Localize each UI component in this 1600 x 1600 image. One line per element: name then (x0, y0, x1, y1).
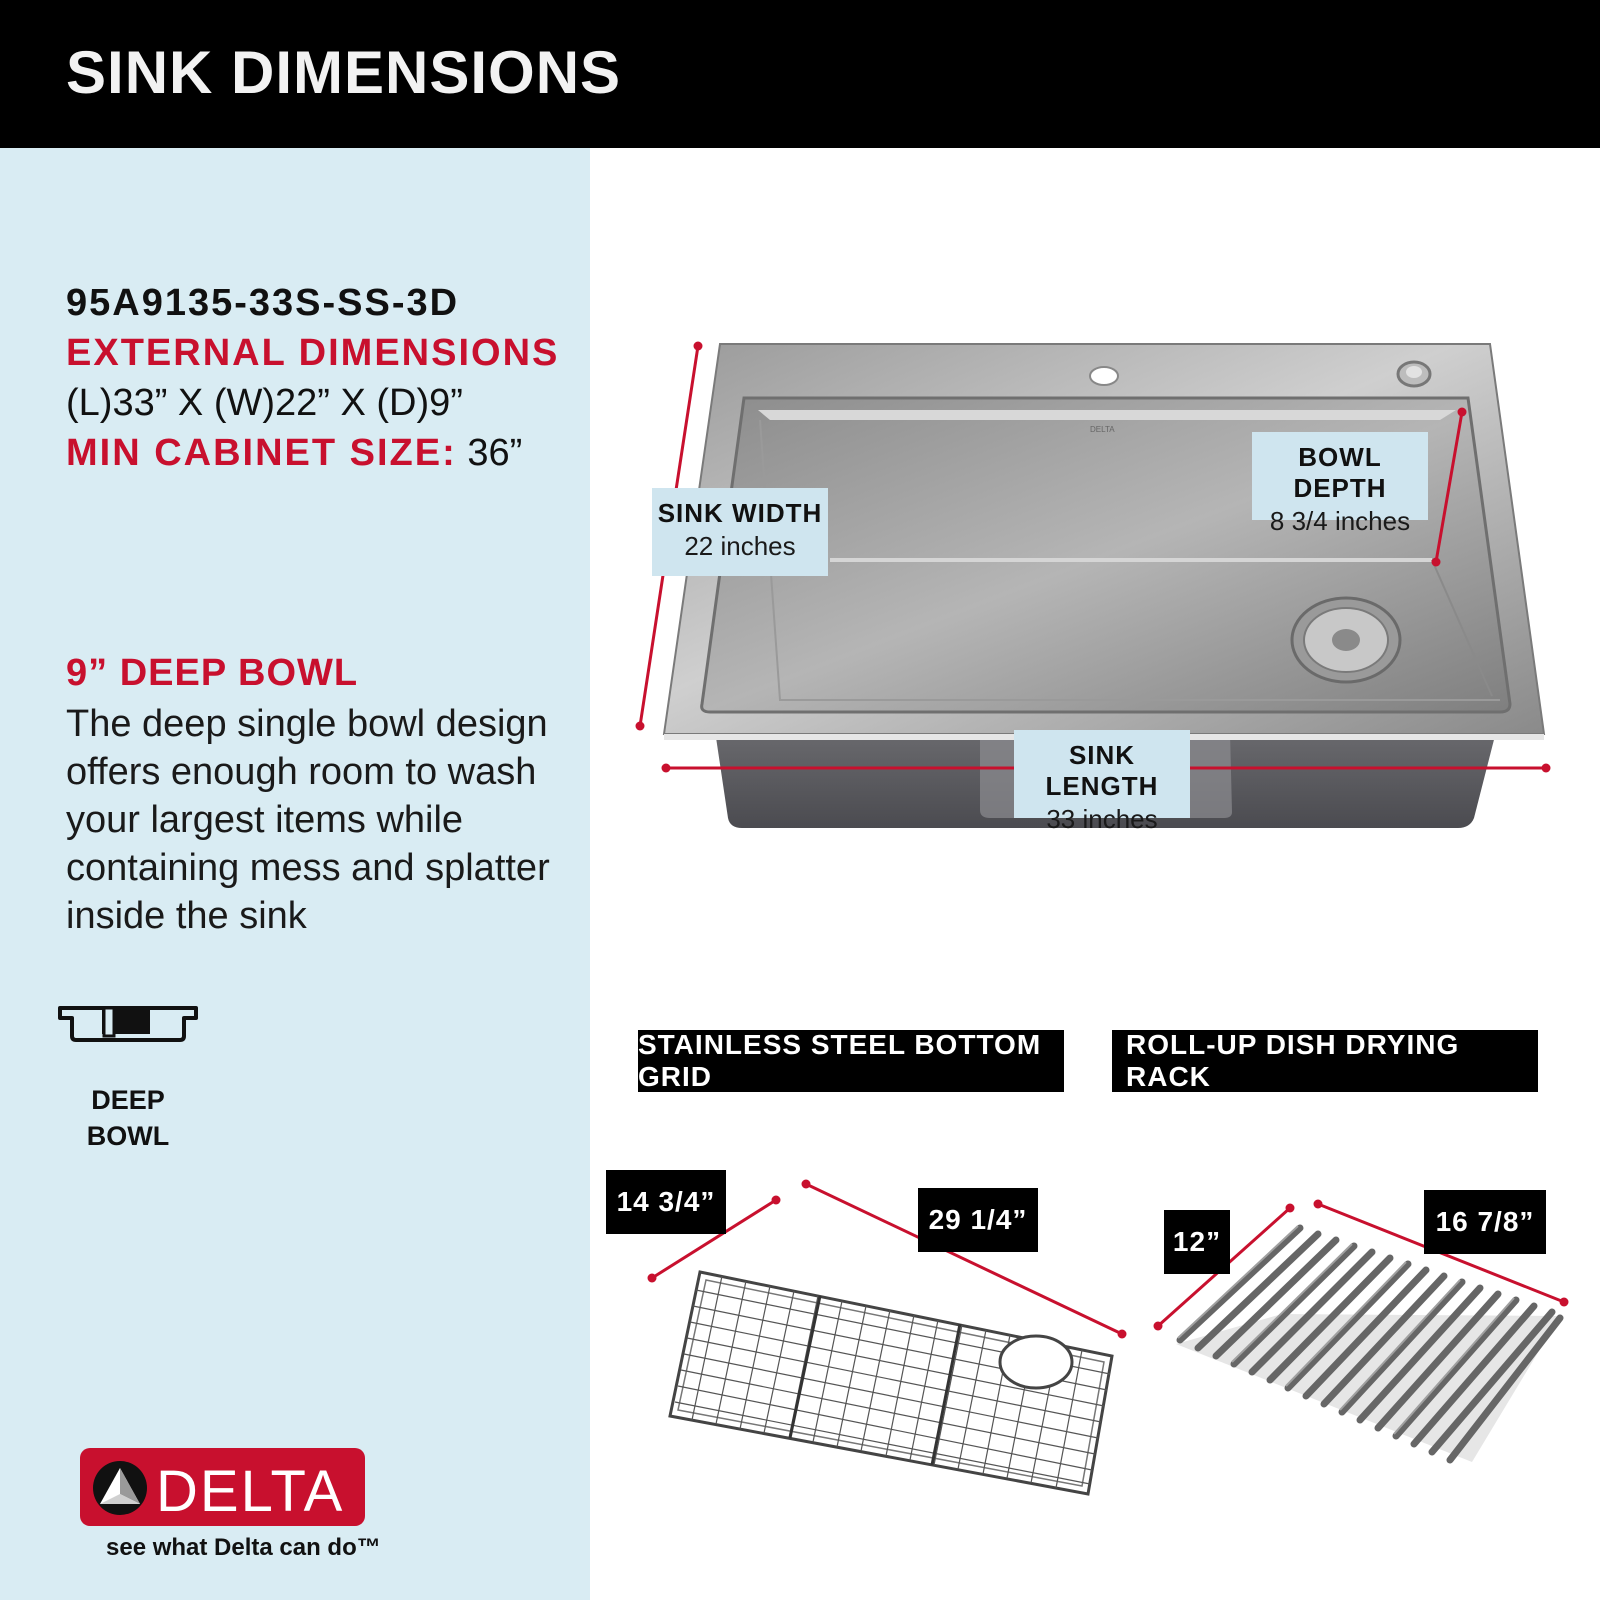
sink-width-value: 22 inches (684, 531, 796, 561)
sink-length-title: SINK LENGTH (1045, 740, 1159, 801)
deep-bowl-heading: 9” DEEP BOWL (66, 652, 359, 694)
min-cabinet-value: 36” (467, 432, 523, 474)
deep-bowl-icon-label: DEEP BOWL (86, 1085, 170, 1151)
bowl-depth-title: BOWL DEPTH (1293, 442, 1387, 503)
sink-length-value: 33 inches (1046, 804, 1158, 834)
model-number: 95A9135-33S-SS-3D (66, 282, 460, 324)
brand-tagline: see what Delta can do™ (106, 1534, 381, 1561)
drying-rack-illustration (1176, 1226, 1560, 1462)
bowl-brand-mark: DELTA (1090, 425, 1115, 434)
drain-button-cap (1406, 366, 1422, 378)
bottom-grid-illustration (670, 1272, 1112, 1494)
faucet-hole (1090, 367, 1118, 385)
grid-width-label: 14 3/4” (606, 1170, 726, 1234)
grid-length-label: 29 1/4” (918, 1188, 1038, 1252)
bowl-ledge (758, 410, 1456, 420)
page-title: SINK DIMENSIONS (66, 39, 622, 106)
rack-width-label: 12” (1164, 1210, 1230, 1274)
bowl-depth-callout (1252, 432, 1428, 536)
rack-length-label: 16 7/8” (1424, 1190, 1546, 1254)
bowl-depth-value: 8 3/4 inches (1269, 506, 1411, 536)
sink-length-callout (1014, 730, 1190, 834)
deep-bowl-description: The deep single bowl design offers enough room to wash your largest items while containing mess and splatter inside the sink (66, 703, 550, 937)
drying-rack-title: ROLL-UP DISH DRYING RACK (1112, 1030, 1538, 1092)
min-cabinet-label: MIN CABINET SIZE: (66, 432, 457, 474)
bottom-grid-title: STAINLESS STEEL BOTTOM GRID (638, 1030, 1064, 1092)
external-dimensions-value: (L)33” X (W)22” X (D)9” (66, 382, 463, 424)
delta-logo-text: DELTA (156, 1459, 345, 1524)
sink-width-callout (652, 488, 828, 576)
sink-width-title: SINK WIDTH (657, 498, 823, 528)
external-dimensions-heading: EXTERNAL DIMENSIONS (66, 332, 560, 374)
